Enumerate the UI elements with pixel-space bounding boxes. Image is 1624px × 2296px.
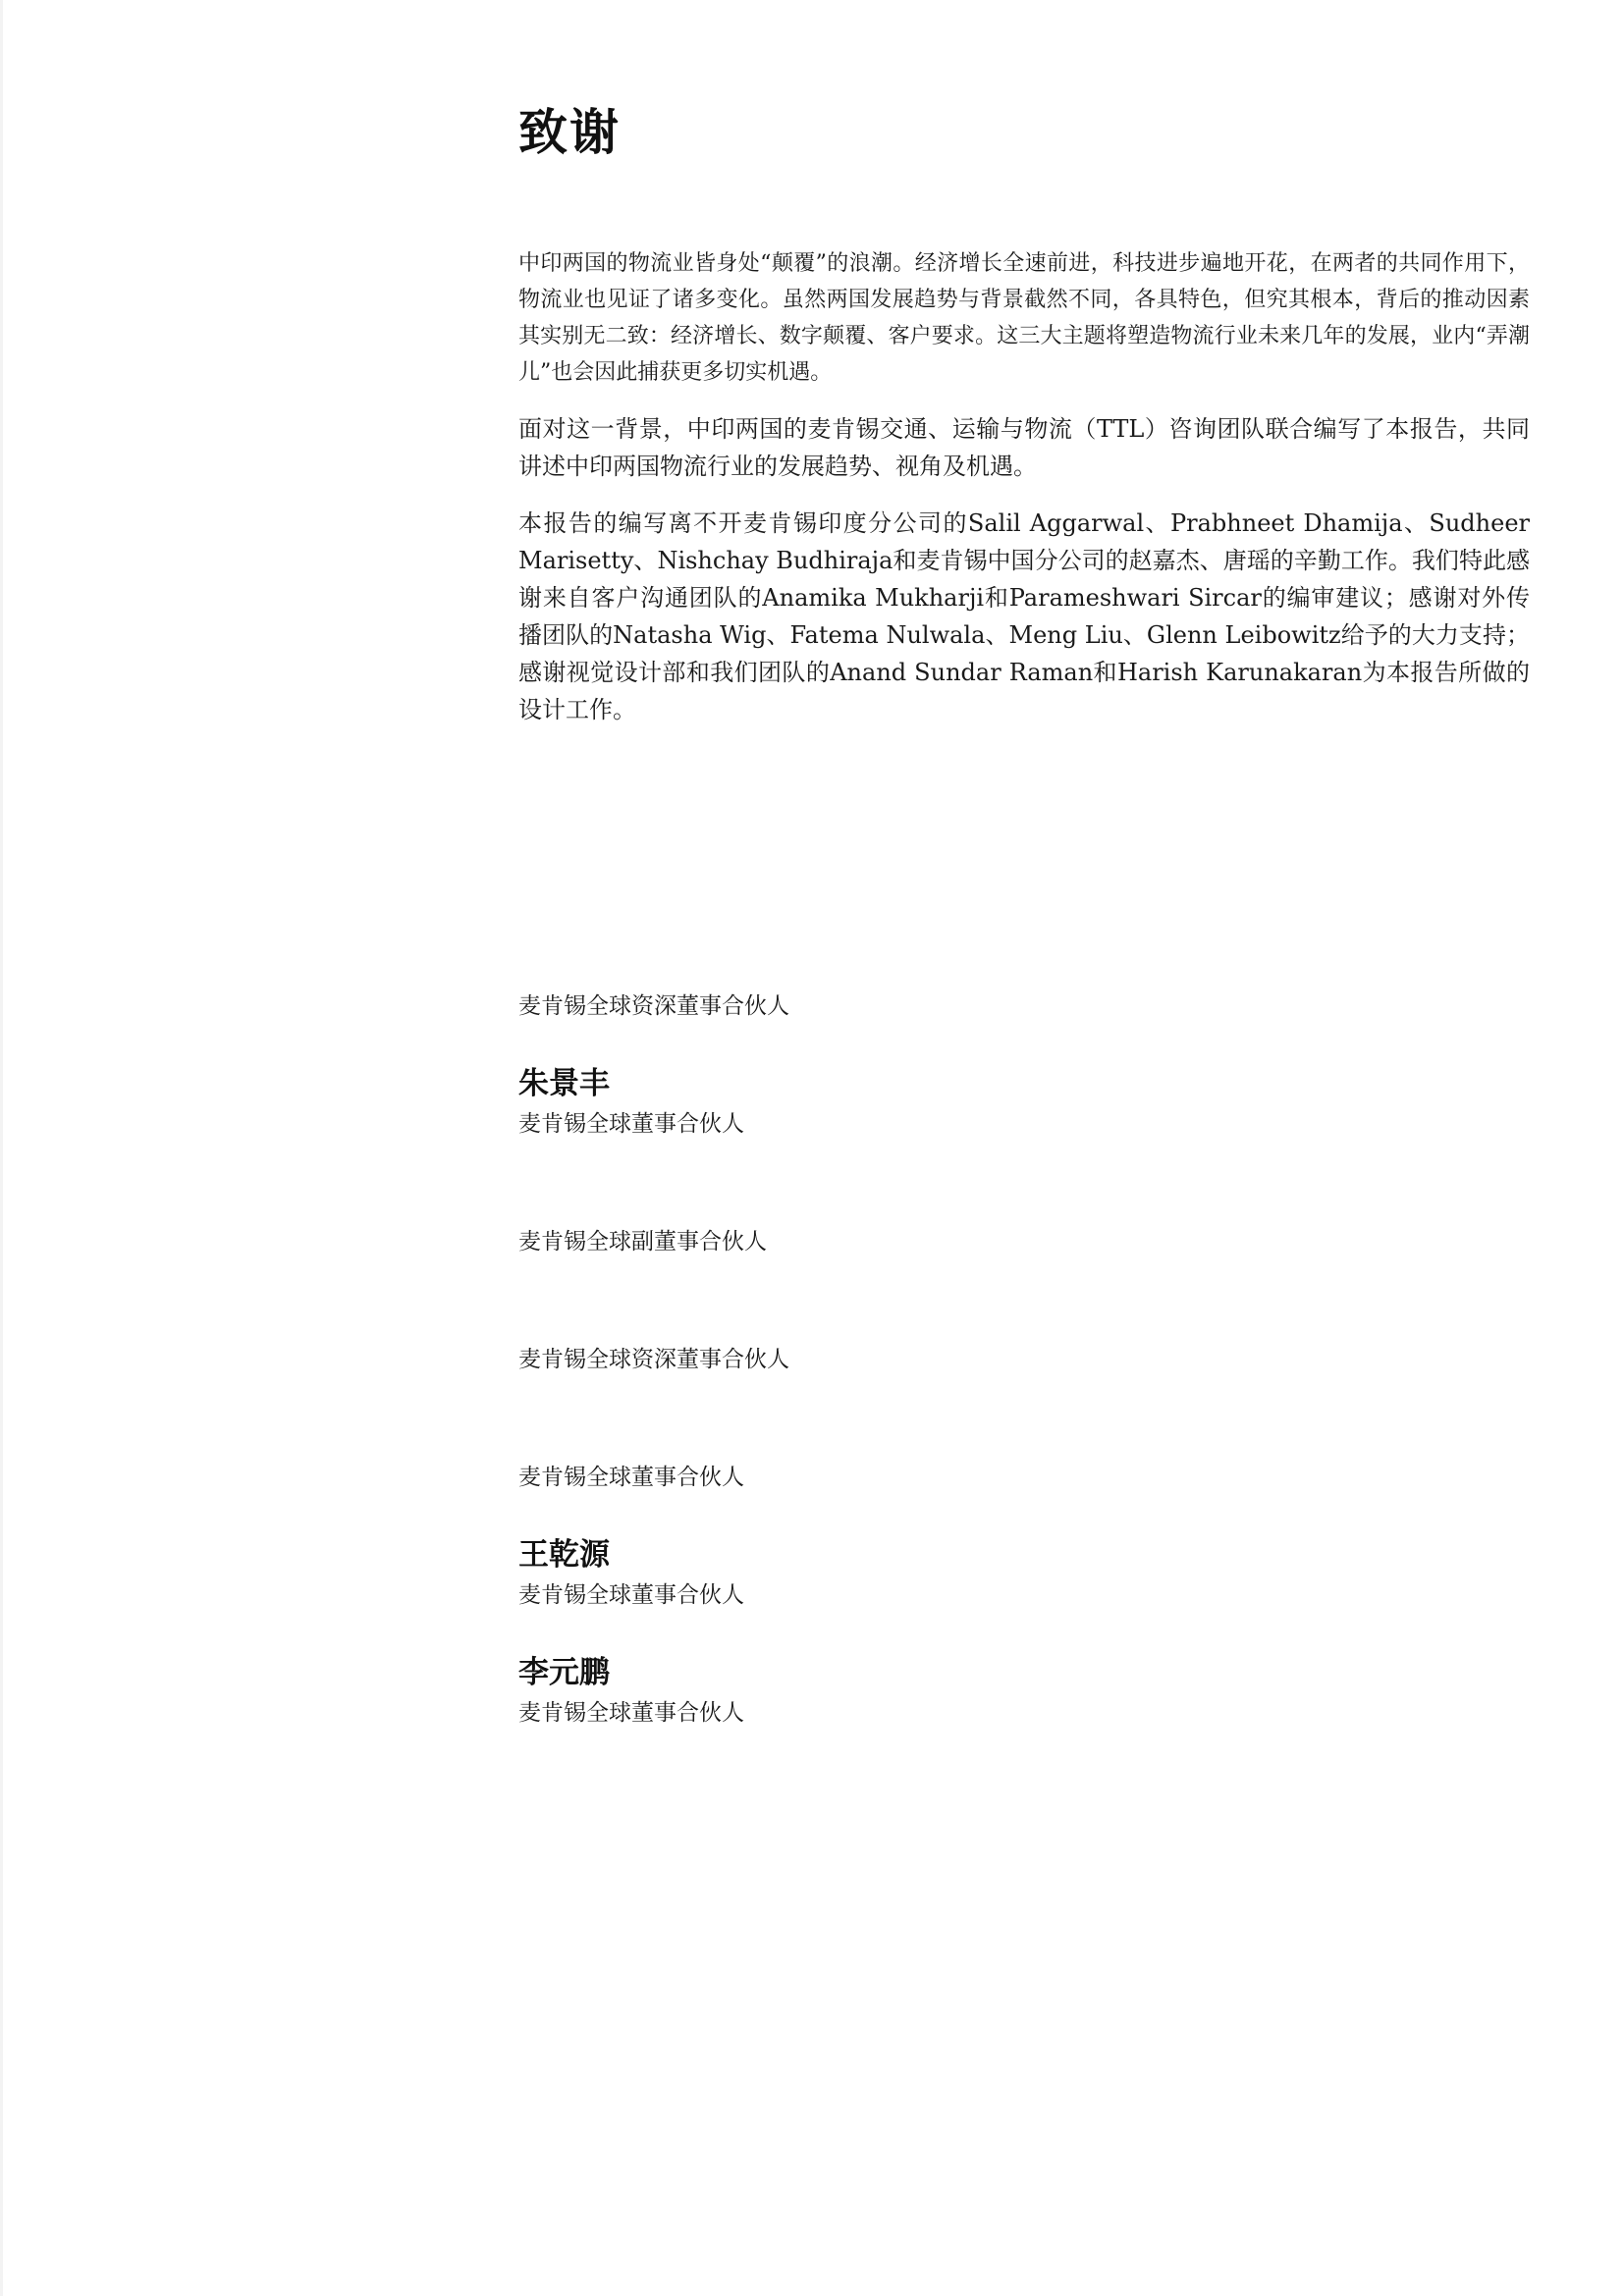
author-name: 王乾源 (518, 1537, 610, 1573)
author-name (518, 942, 1206, 989)
author-role: 麦肯锡全球董事合伙人 (518, 1700, 744, 1726)
author-entry (518, 1296, 1206, 1414)
paragraph-2: 面对这一背景，中印两国的麦肯锡交通、运输与物流（TTL）咨询团队联合编写了本报告，共同讲述中印两国物流行业的发展趋势、视角及机遇。 (518, 415, 1530, 480)
page-title: 致谢 (518, 103, 621, 161)
author-name (518, 1296, 1206, 1343)
author-role: 麦肯锡全球资深董事合伙人 (518, 993, 789, 1019)
author-name (518, 1178, 1206, 1225)
author-entry (518, 1060, 1206, 1178)
author-role: 麦肯锡全球资深董事合伙人 (518, 1347, 789, 1372)
author-entry (518, 1649, 1206, 1767)
paragraph-1: 中印两国的物流业皆身处“颠覆”的浪潮。经济增长全速前进，科技进步遍地开花，在两者的共同作用下，物流业也见证了诸多变化。虽然两国发展趋势与背景截然不同，各具特色，但究其根本，背后的推动因素其实别无二致：经济增长、数字颠覆、客户要求。这三大主题将塑造物流行业未来几年的发展，业内“弄潮儿”也会因此捕获更多切实机遇。 (518, 251, 1530, 385)
author-role: 麦肯锡全球董事合伙人 (518, 1582, 744, 1608)
author-name: 朱景丰 (518, 1066, 610, 1101)
author-role: 麦肯锡全球董事合伙人 (518, 1111, 744, 1137)
paragraph-3: 本报告的编写离不开麦肯锡印度分公司的Salil Aggarwal、Prabhneet Dhamija、Sudheer Marisetty、Nishchay Budhiraja和麦肯锡中国分公司的赵嘉杰、唐瑶的辛勤工作。我们特此感谢来自客户沟通团队的Anamika Mukharji和Parameshwari Sircar的编审建议；感谢对外传播团队的Natasha Wig、Fatema Nulwala、Meng Liu、Glenn Leibowitz给予的大力支持；感谢视觉设计部和我们团队的Anand Sundar Raman和Harish Karunakaran为本报告所做的设计工作。 (518, 509, 1530, 723)
author-entry (518, 1531, 1206, 1649)
author-list (518, 942, 1206, 1767)
acknowledgement-text (518, 245, 1530, 748)
author-name: 李元鹏 (518, 1655, 610, 1690)
author-name (518, 1414, 1206, 1461)
author-entry (518, 1414, 1206, 1531)
author-role: 麦肯锡全球副董事合伙人 (518, 1229, 767, 1255)
page-edge (0, 0, 3, 2296)
author-entry (518, 1178, 1206, 1296)
author-entry (518, 942, 1206, 1060)
author-role: 麦肯锡全球董事合伙人 (518, 1465, 744, 1490)
